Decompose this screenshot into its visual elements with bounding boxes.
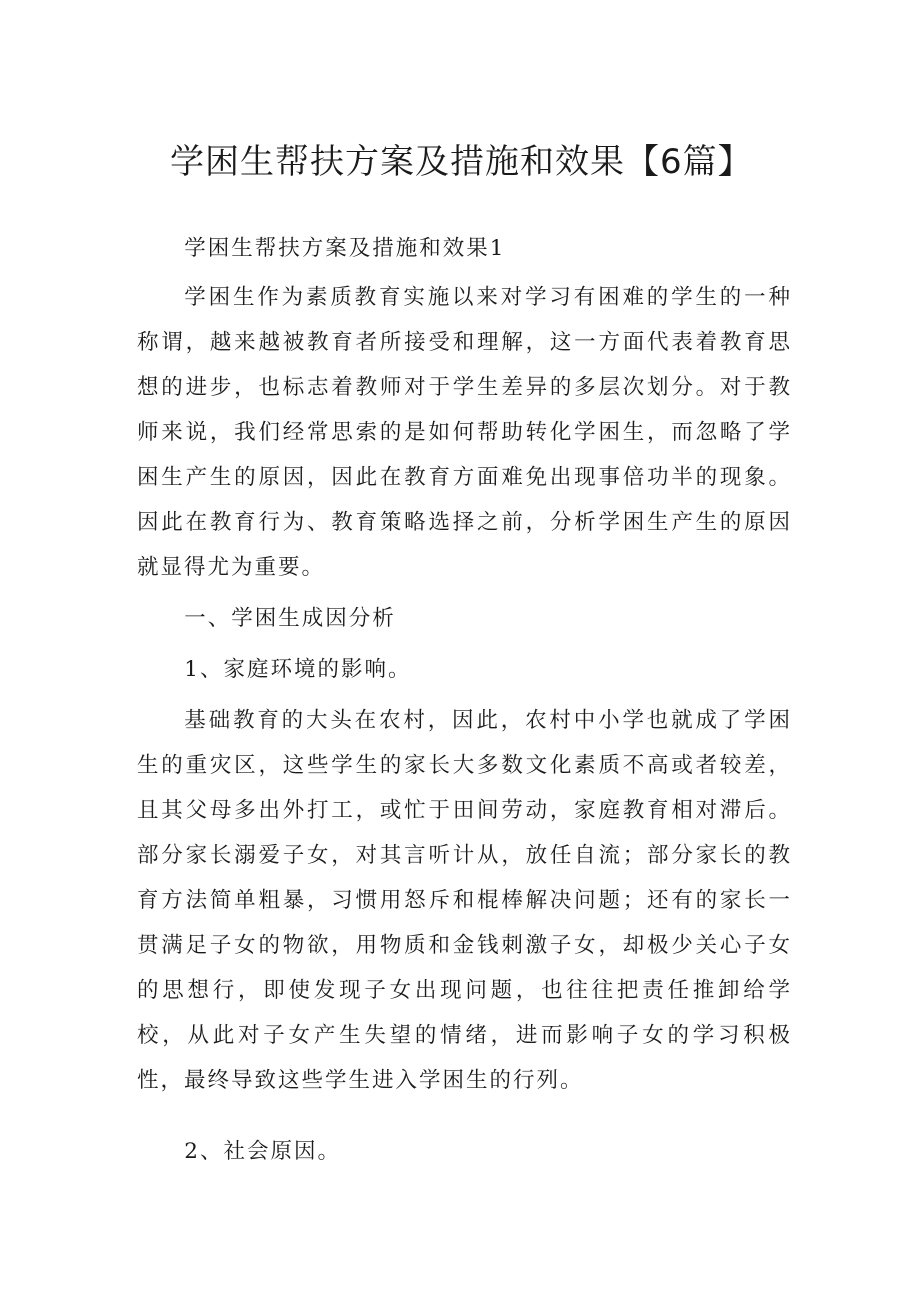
family-paragraph: 基础教育的大头在农村，因此，农村中小学也就成了学困生的重灾区，这些学生的家长大多数文化素质不高或者较差，且其父母多出外打工，或忙于田间劳动，家庭教育相对滞后。部分家长溺爱子女，对其言听计从，放任自流；部分家长的教育方法简单粗暴，习惯用怒斥和棍棒解决问题；还有的家长一贯满足子女的物欲，用物质和金钱刺激子女，却极少关心子女的思想行，即使发现子女出现问题，也往往把责任推卸给学校，从此对子女产生失望的情绪，进而影响子女的学习积极性，最终导致这些学生进入学困生的行列。 (137, 708, 792, 1093)
paragraph-gap (137, 1109, 792, 1129)
item-heading-society: 2、社会原因。 (184, 1139, 341, 1164)
item-heading-family: 1、家庭环境的影响。 (184, 657, 412, 682)
document-body (137, 226, 792, 1180)
document-title: 学困生帮扶方案及措施和效果【6篇】 (170, 142, 753, 182)
intro-paragraph: 学困生作为素质教育实施以来对学习有困难的学生的一种称谓，越来越被教育者所接受和理解，这一方面代表着教育思想的进步，也标志着教师对于学生差异的多层次划分。对于教师来说，我们经常思索的是如何帮助转化学困生，而忽略了学困生产生的原因，因此在教育方面难免出现事倍功半的现象。因此在教育行为、教育策略选择之前，分析学困生产生的原因就显得尤为重要。 (137, 285, 792, 580)
article-subtitle: 学困生帮扶方案及措施和效果1 (184, 236, 506, 261)
section-heading-causes: 一、学困生成因分析 (184, 606, 396, 631)
